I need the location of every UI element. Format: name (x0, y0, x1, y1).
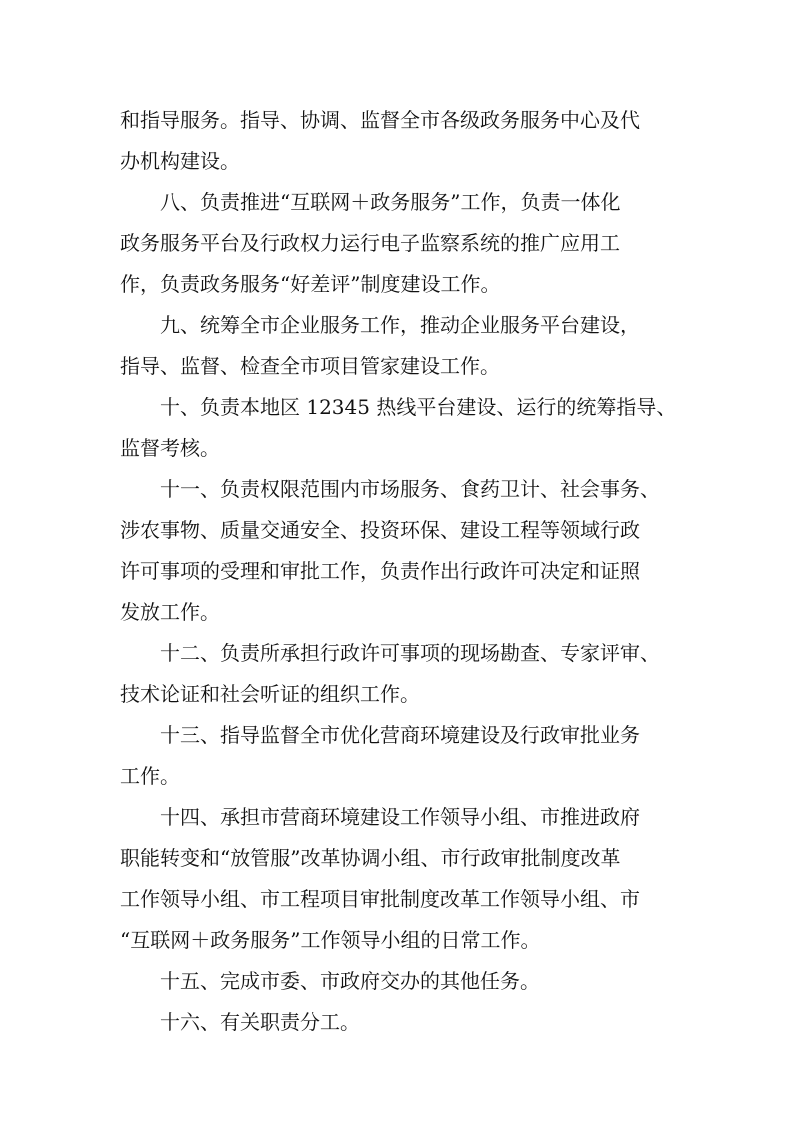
text-line: 技术论证和社会听证的组织工作。 (120, 682, 420, 706)
text-line: 和指导服务。指导、协调、监督全市各级政务服务中心及代 (120, 108, 640, 132)
paragraph-10-line: 十、负责本地区 12345 热线平台建设、运行的统筹指导、 (160, 395, 677, 419)
paragraph-14-line: 十四、承担市营商环境建设工作领导小组、市推进政府 (160, 805, 640, 829)
paragraph-16-line: 十六、有关职责分工。 (160, 1010, 360, 1034)
paragraph-12-line: 十二、负责所承担行政许可事项的现场勘查、专家评审、 (160, 641, 660, 665)
text-line: 作，负责政务服务“好差评”制度建设工作。 (120, 272, 501, 296)
paragraph-13-line: 十三、指导监督全市优化营商环境建设及行政审批业务 (160, 723, 640, 747)
text-line: 工作。 (120, 764, 180, 788)
text-line: 职能转变和“放管服”改革协调小组、市行政审批制度改革 (120, 846, 621, 870)
paragraph-15-line: 十五、完成市委、市政府交办的其他任务。 (160, 969, 540, 993)
text-line: 政务服务平台及行政权力运行电子监察系统的推广应用工 (120, 231, 620, 255)
document-body (120, 100, 690, 1043)
text-line: “互联网＋政务服务”工作领导小组的日常工作。 (120, 928, 541, 952)
text-line: 工作领导小组、市工程项目审批制度改革工作领导小组、市 (120, 887, 640, 911)
text-line: 监督考核。 (120, 436, 220, 460)
text-line: 涉农事物、质量交通安全、投资环保、建设工程等领域行政 (120, 518, 640, 542)
text-line: 发放工作。 (120, 600, 220, 624)
paragraph-9-line: 九、统筹全市企业服务工作，推动企业服务平台建设， (160, 313, 640, 337)
paragraph-8-line: 八、负责推进“互联网＋政务服务”工作，负责一体化 (160, 190, 621, 214)
text-line: 指导、监督、检查全市项目管家建设工作。 (120, 354, 500, 378)
text-line: 许可事项的受理和审批工作，负责作出行政许可决定和证照 (120, 559, 640, 583)
paragraph-11-line: 十一、负责权限范围内市场服务、食药卫计、社会事务、 (160, 477, 660, 501)
text-line: 办机构建设。 (120, 149, 240, 173)
